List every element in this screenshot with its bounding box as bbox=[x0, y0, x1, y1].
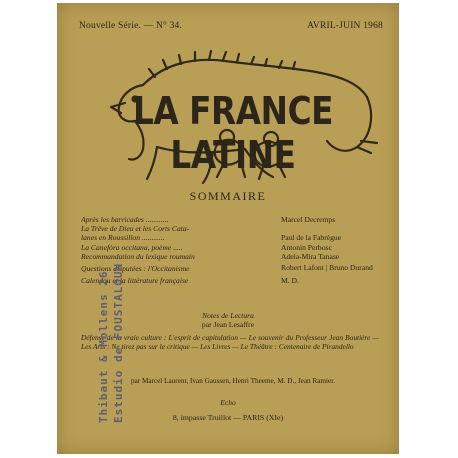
notes-title: Notes de Lectura bbox=[202, 311, 254, 320]
toc-title: Questions disputées : l'Occitanisme bbox=[81, 264, 190, 274]
echo-label: Echo bbox=[220, 398, 236, 407]
toc-row bbox=[81, 224, 381, 233]
toc-row bbox=[81, 215, 381, 224]
toc-author: Paul de la Fabrègue bbox=[281, 233, 342, 243]
toc-author: Robert Lafont | Bruno Durand bbox=[281, 263, 373, 273]
toc-title: Recommandation du lexique roumain bbox=[81, 251, 195, 261]
contributors-line: par Marcel Laurent, Ivan Gaussen, Henri Theeme, M. D., Jean Ramier. bbox=[130, 377, 336, 385]
toc-row bbox=[81, 276, 381, 285]
defense-paragraph: Défense de la vraie culture : L'esprit de capitulation — Le souvenir du Professeur Jean Boutière — Les Arts : Ne tirez pas sur le critique — Les Livres — Le Théâtre : Centenaire de Pirandello bbox=[81, 333, 379, 351]
series-number: Nouvelle Série. — N° 34. bbox=[79, 21, 183, 31]
table-of-contents bbox=[81, 215, 381, 285]
magazine-cover bbox=[57, 3, 399, 454]
toc-row bbox=[81, 233, 381, 242]
toc-row bbox=[81, 252, 381, 261]
stamp-line-2: Estudio de FOUSTALOUN bbox=[112, 262, 125, 423]
toc-author: Adela-Mira Tanase bbox=[281, 251, 340, 261]
notes-author: par Jean Lesaffre bbox=[201, 320, 255, 329]
stamp-line-1: Thibaut & Mollens 26 bbox=[97, 270, 110, 423]
issue-date: AVRIL-JUIN 1968 bbox=[307, 21, 383, 31]
toc-title: La Trêve de Dieu et les Corts Cata- bbox=[81, 224, 190, 234]
library-stamp bbox=[97, 263, 125, 423]
toc-author: Marcel Decremps bbox=[281, 215, 336, 224]
toc-row bbox=[81, 264, 381, 273]
section-heading: SOMMAIRE bbox=[189, 189, 267, 203]
toc-row bbox=[81, 243, 381, 252]
toc-title: lanes en Roussillon ............ bbox=[81, 233, 165, 243]
toc-title: Calendau et la littérature française bbox=[81, 276, 189, 286]
publisher-address: 8, impasse Truillot — PARIS (XIe) bbox=[172, 413, 284, 422]
toc-author bbox=[281, 224, 381, 233]
toc-author: Antonin Perbosc bbox=[281, 242, 332, 252]
toc-title: La Canefòra occitana, poème ..... bbox=[81, 242, 183, 252]
toc-title: Après les barricades ............ bbox=[81, 215, 169, 224]
magazine-title: LA FRANCE LATINE bbox=[132, 89, 334, 177]
toc-author: M. D. bbox=[281, 276, 299, 286]
